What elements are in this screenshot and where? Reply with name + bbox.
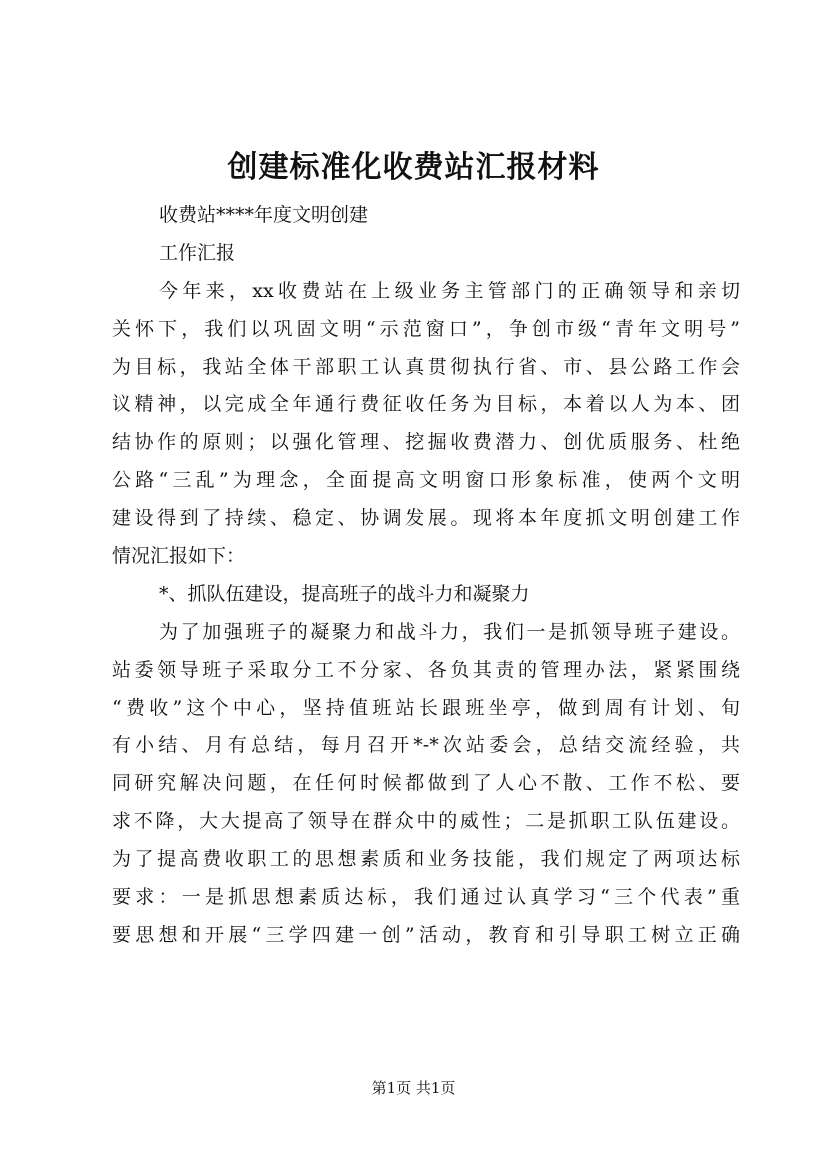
subtitle-line: 收费站****年度文明创建 [159, 204, 369, 226]
paragraph-line: 情况汇报如下： [112, 545, 246, 568]
paragraph-line: 建设得到了持续、稳定、协调发展。现将本年度抓文明创建工作 [112, 507, 740, 530]
paragraph-line: 关怀下，我们以巩固文明“示范窗口”，争创市级“青年文明号” [112, 317, 740, 340]
paragraph-line: 今年来，xx收费站在上级业务主管部门的正确领导和亲切 [159, 279, 740, 302]
paragraph-line: “费收”这个中心，坚持值班站长跟班坐亭，做到周有计划、旬 [112, 696, 740, 719]
paragraph-line: 公路“三乱”为理念，全面提高文明窗口形象标准，使两个文明 [112, 469, 740, 492]
section-heading: *、抓队伍建设，提高班子的战斗力和凝聚力 [159, 582, 530, 605]
paragraph-line: 为了提高费收职工的思想素质和业务技能，我们规定了两项达标 [112, 848, 740, 871]
paragraph-line: 为目标，我站全体干部职工认真贯彻执行省、市、县公路工作会 [112, 355, 740, 378]
page-footer: 第1页 共1页 [371, 1079, 456, 1097]
paragraph-line: 结协作的原则；以强化管理、挖掘收费潜力、创优质服务、杜绝 [112, 431, 740, 454]
subtitle-line: 工作汇报 [159, 241, 236, 264]
paragraph-line: 议精神，以完成全年通行费征收任务为目标，本着以人为本、团 [112, 393, 740, 416]
paragraph-line: 要求：一是抓思想素质达标，我们通过认真学习“三个代表”重 [112, 886, 740, 909]
paragraph-line: 有小结、月有总结，每月召开*-*次站委会，总结交流经验，共 [112, 734, 740, 757]
paragraph-line: 为了加强班子的凝聚力和战斗力，我们一是抓领导班子建设。 [159, 620, 740, 643]
document-body [112, 197, 740, 955]
document-title: 创建标准化收费站汇报材料 [227, 150, 600, 185]
paragraph-line: 同研究解决问题，在任何时候都做到了人心不散、工作不松、要 [112, 772, 740, 795]
paragraph-line: 要思想和开展“三学四建一创”活动，教育和引导职工树立正确 [112, 923, 740, 946]
paragraph-line: 站委领导班子采取分工不分家、各负其责的管理办法，紧紧围绕 [112, 658, 740, 681]
paragraph-line: 求不降，大大提高了领导在群众中的威性；二是抓职工队伍建设。 [112, 810, 740, 833]
